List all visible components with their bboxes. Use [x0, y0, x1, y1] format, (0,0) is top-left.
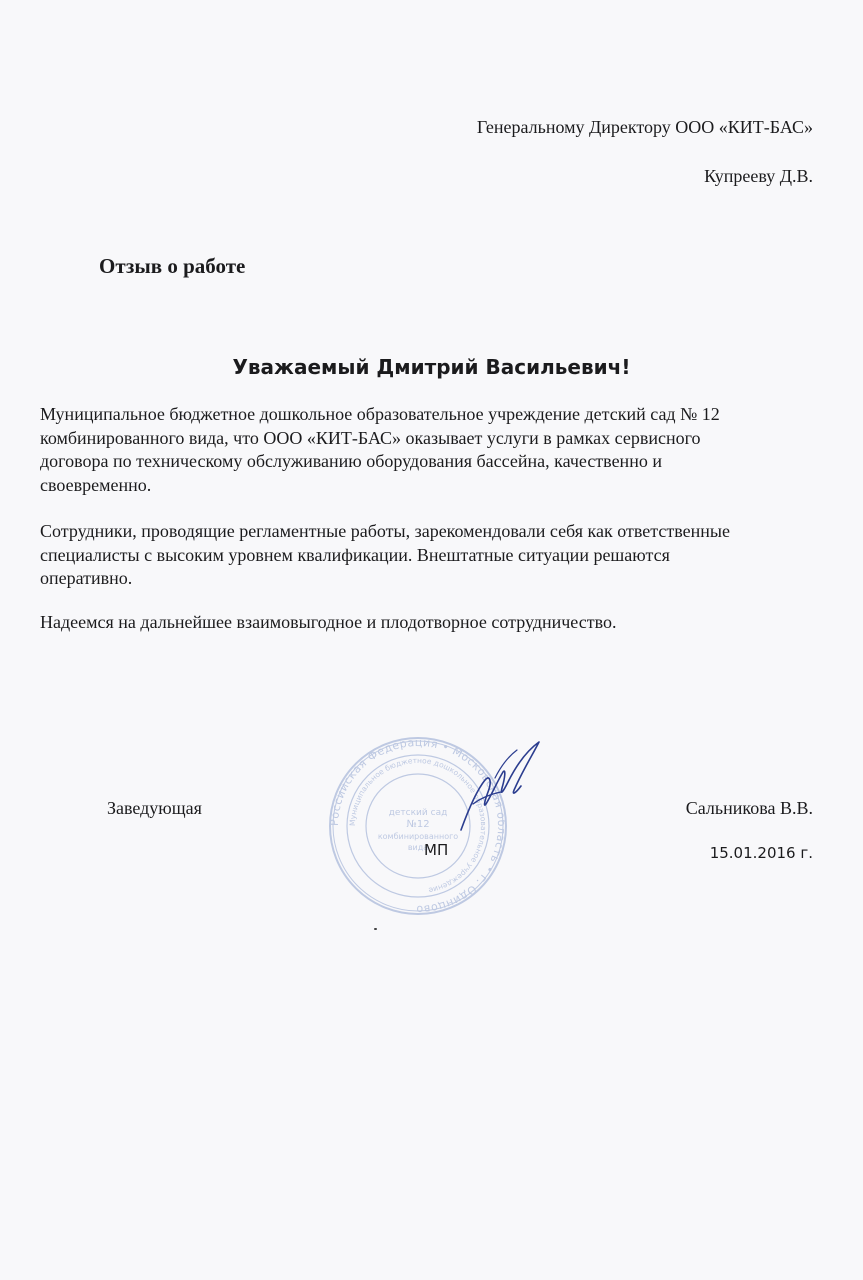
paragraph-line: специалисты с высоким уровнем квалификации. Внештатные ситуации решаются: [40, 544, 670, 565]
stamp-center-line: детский сад: [388, 808, 448, 818]
document-title: Отзыв о работе: [99, 254, 246, 278]
addressee-name: Купрееву Д.В.: [704, 166, 813, 186]
paragraph-line: своевременно.: [40, 475, 152, 496]
stamp-outer-text: Российская Федерация • Московская область • г. Одинцово: [327, 735, 509, 917]
paragraph-line: Муниципальное бюджетное дошкольное образовательное учреждение детский сад № 12: [40, 404, 720, 424]
signatory-name: Сальникова В.В.: [685, 798, 813, 818]
body-paragraph: [40, 611, 840, 635]
paragraph-line: комбинированного вида, что ООО «КИТ-БАС» оказывает услуги в рамках сервисного: [40, 427, 701, 448]
salutation: Уважаемый Дмитрий Васильевич!: [232, 355, 631, 379]
stamp-place-label: МП: [424, 841, 449, 859]
paragraph-line: оперативно.: [40, 568, 133, 589]
stamp-center-line: №12: [406, 819, 430, 830]
stamp-center-line: вида: [407, 843, 429, 852]
document-date: 15.01.2016 г.: [709, 844, 813, 862]
body-paragraph: [40, 520, 840, 591]
stamp-inner-text: Муниципальное бюджетное дошкольное образовательное учреждение: [347, 755, 489, 896]
addressee-line: Генеральному Директору ООО «КИТ-БАС»: [476, 117, 813, 137]
signatory-position: Заведующая: [107, 798, 202, 818]
paragraph-line: Надеемся на дальнейшее взаимовыгодное и плодотворное сотрудничество.: [40, 612, 617, 632]
body-paragraph: [40, 403, 840, 498]
paragraph-line: договора по техническому обслуживанию оборудования бассейна, качественно и: [40, 451, 662, 472]
scan-speck: [374, 928, 377, 930]
stamp-center-line: комбинированного: [377, 832, 459, 841]
handwritten-signature: [455, 738, 545, 838]
paragraph-line: Сотрудники, проводящие регламентные работы, зарекомендовали себя как ответственные: [40, 521, 730, 541]
